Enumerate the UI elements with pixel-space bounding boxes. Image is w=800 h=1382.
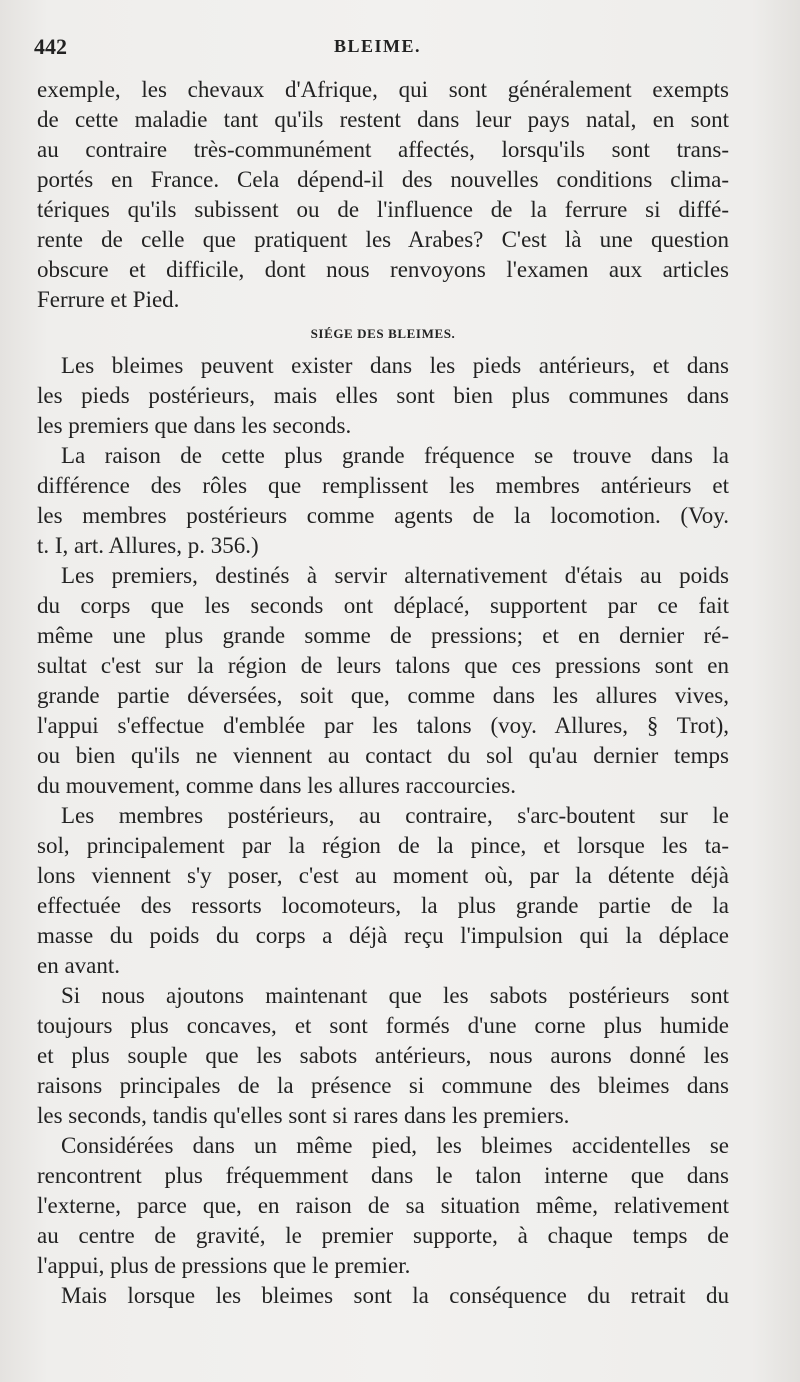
- page-header: [34, 34, 746, 64]
- text-line: lons viennent s'y poser, c'est au moment où, par la détente déjà: [37, 863, 729, 888]
- text-line: rencontrent plus fréquemment dans le talon interne que dans: [37, 1163, 729, 1188]
- text-line: Ferrure et Pied.: [37, 287, 180, 312]
- body-text: [37, 75, 729, 1311]
- text-line: ou bien qu'ils ne viennent au contact du sol qu'au dernier temps: [37, 743, 729, 768]
- text-line: au centre de gravité, le premier supporte, à chaque temps de: [37, 1223, 729, 1248]
- paragraph-start-line: Les membres postérieurs, au contraire, s'arc-boutent sur le: [61, 803, 729, 828]
- paragraph-start-line: La raison de cette plus grande fréquence se trouve dans la: [61, 443, 729, 468]
- text-line: les seconds, tandis qu'elles sont si rares dans les premiers.: [37, 1103, 570, 1128]
- text-line: les pieds postérieurs, mais elles sont bien plus communes dans: [37, 383, 729, 408]
- paragraph-start-line: Si nous ajoutons maintenant que les sabots postérieurs sont: [61, 983, 729, 1008]
- text-line: rente de celle que pratiquent les Arabes? C'est là une question: [37, 227, 729, 252]
- text-line: et plus souple que les sabots antérieurs, nous aurons donné les: [37, 1043, 729, 1068]
- text-line: les membres postérieurs comme agents de la locomotion. (Voy.: [37, 503, 729, 528]
- text-line: exemple, les chevaux d'Afrique, qui sont généralement exempts: [37, 77, 729, 102]
- text-line: sultat c'est sur la région de leurs talons que ces pressions sont en: [37, 653, 729, 678]
- text-line: effectuée des ressorts locomoteurs, la plus grande partie de la: [37, 893, 729, 918]
- text-line: l'externe, parce que, en raison de sa situation même, relativement: [37, 1193, 729, 1218]
- text-line: masse du poids du corps a déjà reçu l'impulsion qui la déplace: [37, 923, 729, 948]
- text-line: tériques qu'ils subissent ou de l'influence de la ferrure si diffé-: [37, 197, 729, 222]
- text-line: obscure et difficile, dont nous renvoyons l'examen aux articles: [37, 257, 729, 282]
- text-line: t. I, art. Allures, p. 356.): [37, 533, 259, 558]
- text-line: les premiers que dans les seconds.: [37, 413, 352, 438]
- text-line: différence des rôles que remplissent les membres antérieurs et: [37, 473, 729, 498]
- text-line: au contraire très-communément affectés, lorsqu'ils sont trans-: [37, 137, 729, 162]
- section-title: SIÉGE DES BLEIMES.: [310, 326, 456, 341]
- text-line: portés en France. Cela dépend-il des nouvelles conditions clima-: [37, 167, 729, 192]
- page-number: 442: [34, 34, 67, 59]
- paragraph-start-line: Les bleimes peuvent exister dans les pieds antérieurs, et dans: [61, 353, 729, 378]
- text-line: du mouvement, comme dans les allures raccourcies.: [37, 773, 517, 798]
- paragraph-start-line: Considérées dans un même pied, les bleimes accidentelles se: [61, 1133, 729, 1158]
- paragraph-start-line: Les premiers, destinés à servir alternativement d'étais au poids: [61, 563, 729, 588]
- text-line: de cette maladie tant qu'ils restent dans leur pays natal, en sont: [37, 107, 729, 132]
- text-line: du corps que les seconds ont déplacé, supportent par ce fait: [37, 593, 729, 618]
- running-head: BLEIME.: [334, 36, 422, 56]
- text-line: l'appui s'effectue d'emblée par les talons (voy. Allures, § Trot),: [37, 713, 729, 738]
- text-line: même une plus grande somme de pressions; et en dernier ré-: [37, 623, 729, 648]
- text-line: l'appui, plus de pressions que le premier.: [37, 1253, 411, 1278]
- text-line: grande partie déversées, soit que, comme dans les allures vives,: [37, 683, 729, 708]
- text-line: en avant.: [37, 953, 121, 978]
- text-line: raisons principales de la présence si commune des bleimes dans: [37, 1073, 729, 1098]
- text-line: sol, principalement par la région de la pince, et lorsque les ta-: [37, 833, 729, 858]
- text-line: toujours plus concaves, et sont formés d'une corne plus humide: [37, 1013, 729, 1038]
- paragraph-start-line: Mais lorsque les bleimes sont la conséquence du retrait du: [61, 1283, 729, 1308]
